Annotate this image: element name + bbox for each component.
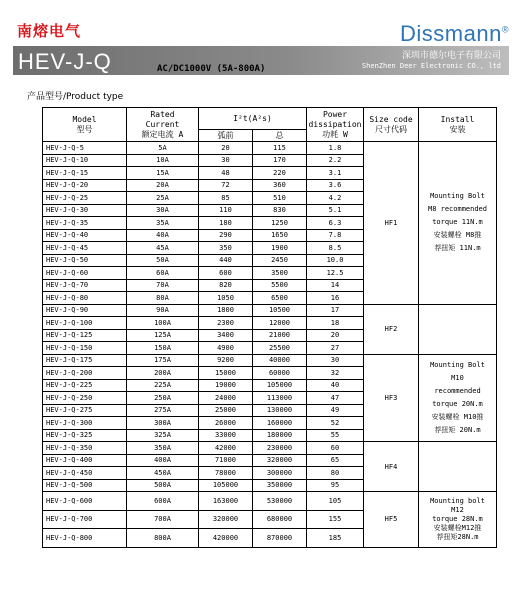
model-cell: HEV-J-Q-30 <box>43 204 127 217</box>
install-note-cell <box>419 492 497 548</box>
install-note-line: M12 <box>451 505 464 514</box>
rated-current-cell: 35A <box>127 217 199 230</box>
rated-current-cell: 15A <box>127 167 199 180</box>
power-dissipation-cell: 3.6 <box>307 179 364 192</box>
power-dissipation-cell: 185 <box>307 529 364 548</box>
total-i2t-cell: 1650 <box>253 229 307 242</box>
total-i2t-cell: 5500 <box>253 279 307 292</box>
model-cell: HEV-J-Q-250 <box>43 392 127 405</box>
rated-current-cell: 800A <box>127 529 199 548</box>
model-cell: HEV-J-Q-15 <box>43 167 127 180</box>
prearc-i2t-cell: 4900 <box>199 342 253 355</box>
header-install <box>419 108 497 142</box>
rated-current-cell: 70A <box>127 279 199 292</box>
install-note-line: torque 11N.m <box>432 218 483 227</box>
power-dissipation-cell: 3.1 <box>307 167 364 180</box>
install-note-line: 安装螺栓 M10推 <box>431 412 484 421</box>
header-rated-line1: Rated <box>150 109 175 119</box>
total-i2t-cell: 40000 <box>253 354 307 367</box>
total-i2t-cell: 10500 <box>253 304 307 317</box>
total-i2t-cell: 510 <box>253 192 307 205</box>
prearc-i2t-cell: 25000 <box>199 404 253 417</box>
model-cell: HEV-J-Q-700 <box>43 510 127 529</box>
header-rated-line2: Current <box>145 119 180 129</box>
header-install-cn: 安装 <box>449 124 466 134</box>
total-i2t-cell: 220 <box>253 167 307 180</box>
rated-current-cell: 100A <box>127 317 199 330</box>
company-name-en: ShenZhen Deer Electronic CO., ltd <box>361 62 501 70</box>
header-model-en: Model <box>72 114 97 124</box>
brand-chinese-name: 南熔电气 <box>17 22 82 40</box>
prearc-i2t-cell: 320000 <box>199 510 253 529</box>
size-code-cell: HF1 <box>364 142 419 305</box>
table-row <box>43 142 497 155</box>
install-note-line: torque 20N.m <box>432 399 483 408</box>
rated-current-cell: 10A <box>127 154 199 167</box>
prearc-i2t-cell: 820 <box>199 279 253 292</box>
model-cell: HEV-J-Q-70 <box>43 279 127 292</box>
model-cell: HEV-J-Q-5 <box>43 142 127 155</box>
install-note-line: 荐扭矩 20N.m <box>434 425 481 434</box>
rated-current-cell: 150A <box>127 342 199 355</box>
model-cell: HEV-J-Q-200 <box>43 367 127 380</box>
model-cell: HEV-J-Q-35 <box>43 217 127 230</box>
prearc-i2t-cell: 71000 <box>199 454 253 467</box>
total-i2t-cell: 300000 <box>253 467 307 480</box>
prearc-i2t-cell: 110 <box>199 204 253 217</box>
table-row <box>43 442 497 455</box>
header-model <box>43 108 127 142</box>
model-cell: HEV-J-Q-300 <box>43 417 127 430</box>
rated-current-cell: 600A <box>127 492 199 511</box>
model-cell: HEV-J-Q-800 <box>43 529 127 548</box>
power-dissipation-cell: 52 <box>307 417 364 430</box>
voltage-current-spec: AC/DC1000V (5A-800A) <box>157 64 266 74</box>
prearc-i2t-cell: 105000 <box>199 479 253 492</box>
power-dissipation-cell: 65 <box>307 454 364 467</box>
model-cell: HEV-J-Q-600 <box>43 492 127 511</box>
model-cell: HEV-J-Q-60 <box>43 267 127 280</box>
power-dissipation-cell: 49 <box>307 404 364 417</box>
power-dissipation-cell: 105 <box>307 492 364 511</box>
prearc-i2t-cell: 30 <box>199 154 253 167</box>
product-title: HEV-J-Q <box>18 49 112 74</box>
total-i2t-cell: 1900 <box>253 242 307 255</box>
total-i2t-cell: 105000 <box>253 379 307 392</box>
total-i2t-cell: 1250 <box>253 217 307 230</box>
power-dissipation-cell: 27 <box>307 342 364 355</box>
model-cell: HEV-J-Q-40 <box>43 229 127 242</box>
header-power <box>307 108 364 142</box>
prearc-i2t-cell: 33000 <box>199 429 253 442</box>
power-dissipation-cell: 32 <box>307 367 364 380</box>
prearc-i2t-cell: 163000 <box>199 492 253 511</box>
model-cell: HEV-J-Q-50 <box>43 254 127 267</box>
total-i2t-cell: 25500 <box>253 342 307 355</box>
total-i2t-cell: 360 <box>253 179 307 192</box>
model-cell: HEV-J-Q-25 <box>43 192 127 205</box>
install-note-cell <box>419 142 497 305</box>
install-note-line: M10 <box>451 373 464 382</box>
total-i2t-cell: 350000 <box>253 479 307 492</box>
total-i2t-cell: 2450 <box>253 254 307 267</box>
header-power-line3: 功耗 W <box>322 129 348 139</box>
model-cell: HEV-J-Q-150 <box>43 342 127 355</box>
power-dissipation-cell: 8.5 <box>307 242 364 255</box>
prearc-i2t-cell: 72 <box>199 179 253 192</box>
rated-current-cell: 250A <box>127 392 199 405</box>
total-i2t-cell: 3500 <box>253 267 307 280</box>
model-cell: HEV-J-Q-10 <box>43 154 127 167</box>
prearc-i2t-cell: 19000 <box>199 379 253 392</box>
power-dissipation-cell: 6.3 <box>307 217 364 230</box>
power-dissipation-cell: 55 <box>307 429 364 442</box>
power-dissipation-cell: 14 <box>307 279 364 292</box>
total-i2t-cell: 60000 <box>253 367 307 380</box>
power-dissipation-cell: 155 <box>307 510 364 529</box>
rated-current-cell: 80A <box>127 292 199 305</box>
total-i2t-cell: 21000 <box>253 329 307 342</box>
power-dissipation-cell: 40 <box>307 379 364 392</box>
model-cell: HEV-J-Q-325 <box>43 429 127 442</box>
prearc-i2t-cell: 24000 <box>199 392 253 405</box>
size-code-cell: HF5 <box>364 492 419 548</box>
header-size-code <box>364 108 419 142</box>
prearc-i2t-cell: 78000 <box>199 467 253 480</box>
header-rated-line3: 额定电流 A <box>141 129 184 139</box>
model-cell: HEV-J-Q-225 <box>43 379 127 392</box>
table-body <box>43 142 497 548</box>
rated-current-cell: 350A <box>127 442 199 455</box>
header-i2t: I²t(A²s) <box>199 108 307 130</box>
install-note-line: 安装螺栓 M8推 <box>433 231 482 240</box>
power-dissipation-cell: 5.1 <box>307 204 364 217</box>
brand-logo <box>400 21 509 47</box>
model-cell: HEV-J-Q-45 <box>43 242 127 255</box>
header-size-cn: 尺寸代码 <box>375 124 407 134</box>
header-model-cn: 型号 <box>76 124 93 134</box>
install-note-cell <box>419 442 497 492</box>
rated-current-cell: 50A <box>127 254 199 267</box>
prearc-i2t-cell: 20 <box>199 142 253 155</box>
rated-current-cell: 500A <box>127 479 199 492</box>
install-note-line: Mounting Bolt <box>430 360 485 369</box>
rated-current-cell: 25A <box>127 192 199 205</box>
size-code-cell: HF3 <box>364 354 419 442</box>
size-code-cell: HF4 <box>364 442 419 492</box>
power-dissipation-cell: 30 <box>307 354 364 367</box>
header-install-en: Install <box>440 114 475 124</box>
power-dissipation-cell: 47 <box>307 392 364 405</box>
model-cell: HEV-J-Q-125 <box>43 329 127 342</box>
prearc-i2t-cell: 2300 <box>199 317 253 330</box>
power-dissipation-cell: 17 <box>307 304 364 317</box>
rated-current-cell: 125A <box>127 329 199 342</box>
prearc-i2t-cell: 290 <box>199 229 253 242</box>
rated-current-cell: 30A <box>127 204 199 217</box>
install-note-line: M8 recommended <box>427 205 487 214</box>
prearc-i2t-cell: 85 <box>199 192 253 205</box>
rated-current-cell: 450A <box>127 467 199 480</box>
table-row <box>43 354 497 367</box>
rated-current-cell: 200A <box>127 367 199 380</box>
table-row <box>43 492 497 511</box>
rated-current-cell: 90A <box>127 304 199 317</box>
prearc-i2t-cell: 350 <box>199 242 253 255</box>
rated-current-cell: 400A <box>127 454 199 467</box>
brand-name: Dissmann <box>400 21 502 46</box>
power-dissipation-cell: 18 <box>307 317 364 330</box>
install-note-line: 荐扭矩 11N.m <box>434 244 481 253</box>
product-type-table <box>42 107 497 548</box>
header-rated-current <box>127 108 199 142</box>
total-i2t-cell: 170 <box>253 154 307 167</box>
model-cell: HEV-J-Q-350 <box>43 442 127 455</box>
total-i2t-cell: 870000 <box>253 529 307 548</box>
header-power-line1: Power <box>322 109 348 119</box>
install-note-line: Mounting bolt <box>430 496 485 505</box>
power-dissipation-cell: 2.2 <box>307 154 364 167</box>
section-title: 产品型号/Product type <box>27 92 124 102</box>
prearc-i2t-cell: 420000 <box>199 529 253 548</box>
prearc-i2t-cell: 3400 <box>199 329 253 342</box>
power-dissipation-cell: 1.8 <box>307 142 364 155</box>
prearc-i2t-cell: 180 <box>199 217 253 230</box>
power-dissipation-cell: 12.5 <box>307 267 364 280</box>
prearc-i2t-cell: 15000 <box>199 367 253 380</box>
prearc-i2t-cell: 440 <box>199 254 253 267</box>
prearc-i2t-cell: 9200 <box>199 354 253 367</box>
rated-current-cell: 700A <box>127 510 199 529</box>
prearc-i2t-cell: 1050 <box>199 292 253 305</box>
model-cell: HEV-J-Q-400 <box>43 454 127 467</box>
header-power-line2: dissipation <box>308 119 362 129</box>
rated-current-cell: 20A <box>127 179 199 192</box>
model-cell: HEV-J-Q-500 <box>43 479 127 492</box>
prearc-i2t-cell: 1800 <box>199 304 253 317</box>
total-i2t-cell: 830 <box>253 204 307 217</box>
model-cell: HEV-J-Q-275 <box>43 404 127 417</box>
header-size-en: Size code <box>369 114 413 124</box>
install-note-line: 安装螺栓M12推 <box>433 523 482 532</box>
header-i2t-total: 总 <box>253 130 307 142</box>
model-cell: HEV-J-Q-100 <box>43 317 127 330</box>
size-code-cell: HF2 <box>364 304 419 354</box>
rated-current-cell: 225A <box>127 379 199 392</box>
rated-current-cell: 325A <box>127 429 199 442</box>
registered-mark: ® <box>501 24 509 35</box>
power-dissipation-cell: 7.8 <box>307 229 364 242</box>
rated-current-cell: 40A <box>127 229 199 242</box>
rated-current-cell: 275A <box>127 404 199 417</box>
install-note-cell <box>419 304 497 354</box>
power-dissipation-cell: 60 <box>307 442 364 455</box>
rated-current-cell: 45A <box>127 242 199 255</box>
table-row <box>43 304 497 317</box>
company-name-cn: 深圳市德尔电子有限公司 <box>401 51 501 61</box>
model-cell: HEV-J-Q-80 <box>43 292 127 305</box>
total-i2t-cell: 180000 <box>253 429 307 442</box>
install-note-line: 荐扭矩28N.m <box>436 532 479 541</box>
model-cell: HEV-J-Q-90 <box>43 304 127 317</box>
prearc-i2t-cell: 42000 <box>199 442 253 455</box>
install-note-line: torque 28N.m <box>432 514 483 523</box>
install-note-cell <box>419 354 497 442</box>
total-i2t-cell: 530000 <box>253 492 307 511</box>
power-dissipation-cell: 4.2 <box>307 192 364 205</box>
model-cell: HEV-J-Q-20 <box>43 179 127 192</box>
total-i2t-cell: 113000 <box>253 392 307 405</box>
rated-current-cell: 300A <box>127 417 199 430</box>
install-note-line: recommended <box>434 386 481 395</box>
power-dissipation-cell: 80 <box>307 467 364 480</box>
model-cell: HEV-J-Q-450 <box>43 467 127 480</box>
power-dissipation-cell: 10.0 <box>307 254 364 267</box>
install-note-line: Mounting Bolt <box>430 192 485 201</box>
total-i2t-cell: 680000 <box>253 510 307 529</box>
power-dissipation-cell: 20 <box>307 329 364 342</box>
prearc-i2t-cell: 26000 <box>199 417 253 430</box>
total-i2t-cell: 12000 <box>253 317 307 330</box>
rated-current-cell: 60A <box>127 267 199 280</box>
total-i2t-cell: 130000 <box>253 404 307 417</box>
total-i2t-cell: 230000 <box>253 442 307 455</box>
total-i2t-cell: 115 <box>253 142 307 155</box>
total-i2t-cell: 160000 <box>253 417 307 430</box>
total-i2t-cell: 6500 <box>253 292 307 305</box>
model-cell: HEV-J-Q-175 <box>43 354 127 367</box>
power-dissipation-cell: 95 <box>307 479 364 492</box>
header-i2t-prearc: 弧前 <box>199 130 253 142</box>
power-dissipation-cell: 16 <box>307 292 364 305</box>
rated-current-cell: 5A <box>127 142 199 155</box>
prearc-i2t-cell: 48 <box>199 167 253 180</box>
rated-current-cell: 175A <box>127 354 199 367</box>
prearc-i2t-cell: 600 <box>199 267 253 280</box>
total-i2t-cell: 320000 <box>253 454 307 467</box>
